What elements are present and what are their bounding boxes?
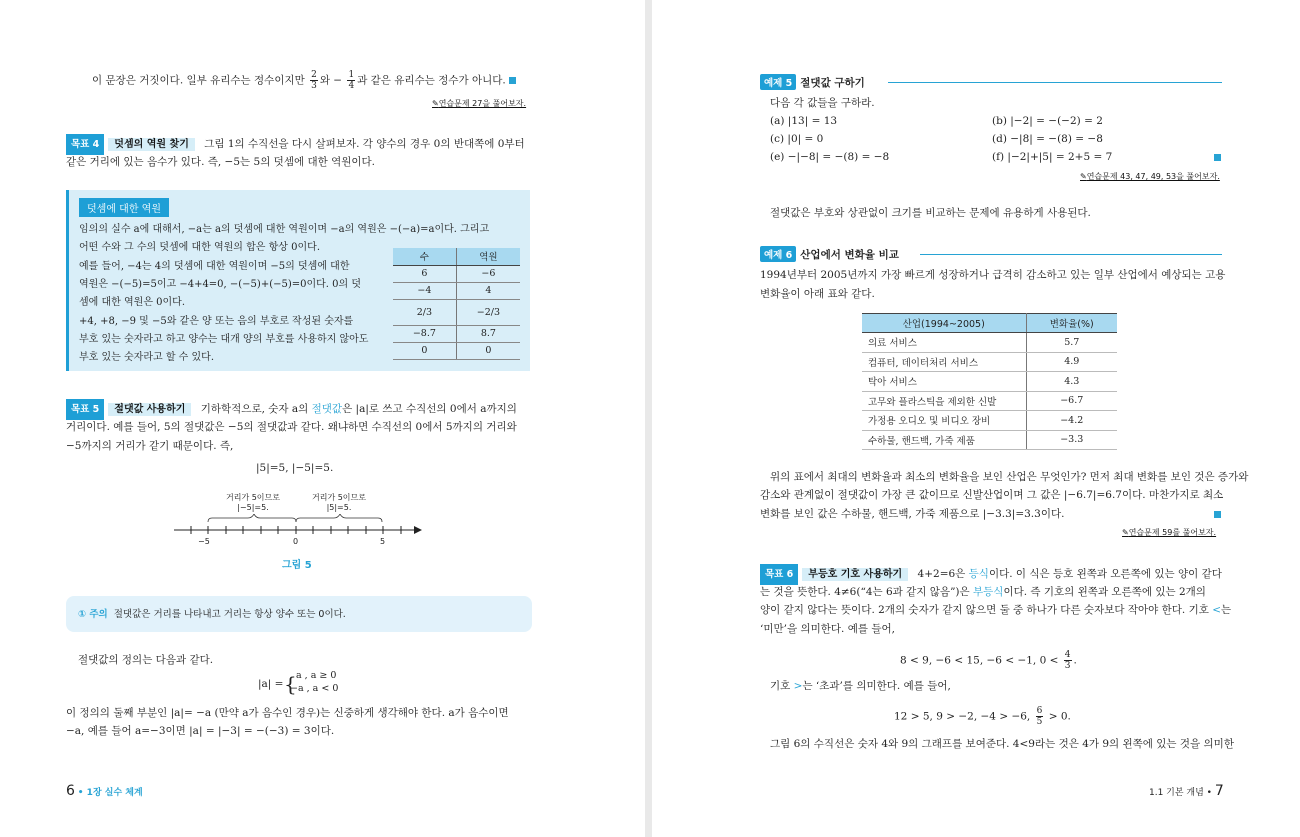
- box-line: 어떤 수와 그 수의 덧셈에 대한 역원의 합은 항상 0이다.: [79, 242, 321, 253]
- tick-label: 5: [380, 537, 386, 546]
- goal6-line: 양이 같지 않다는 뜻이다. 2개의 숫자가 같지 않으면 둘 중 하나가 다른 숫자보다 작아야 한다. 기호 <는: [760, 604, 1232, 616]
- figure-caption: 그림 5: [282, 560, 312, 571]
- box-line: 역원은 −(−5)=5이고 −4+4=0, −(−5)+(−5)=0이다. 0의 덧: [79, 279, 362, 290]
- example-line: 1994년부터 2005년까지 가장 빠르게 성장하거나 급격히 감소하고 있는 일부 산업에서 예상되는 고용: [760, 269, 1226, 281]
- goal-tag: 목표 4: [66, 134, 104, 155]
- example-title: 절댓값 구하기: [800, 77, 865, 89]
- goal5-line: 거리이다. 예를 들어, 5의 절댓값은 −5의 절댓값과 같다. 왜냐하면 수직선의 0에서 5까지의 거리와: [66, 421, 517, 433]
- table-row: [393, 342, 520, 359]
- table-cell: 0: [393, 342, 456, 359]
- table-cell: −4: [393, 282, 456, 299]
- caution-text: 절댓값은 거리를 나타내고 거리는 항상 양수 또는 0이다.: [113, 609, 346, 620]
- table-cell: 8.7: [456, 325, 520, 342]
- brace-left: [208, 514, 296, 522]
- example-tag: 예제 5: [760, 74, 796, 90]
- page-footer: [1149, 783, 1224, 799]
- table-header: 수: [393, 248, 456, 265]
- goal-title: 절댓값 사용하기: [108, 403, 191, 416]
- table-cell: 5.7: [1026, 333, 1117, 353]
- exercise-reference[interactable]: ✎연습문제 27을 풀어보자.: [432, 99, 527, 108]
- table-row: [862, 352, 1117, 372]
- equation: |5|=5, |−5|=5.: [256, 462, 334, 474]
- goal-title: 부등호 기호 사용하기: [802, 568, 908, 581]
- chapter-title: • 1장 실수 체계: [77, 788, 143, 798]
- table-row: [862, 391, 1117, 411]
- arrowhead-icon: [414, 526, 422, 534]
- table-cell: 4.9: [1026, 352, 1117, 372]
- table-header: 역원: [456, 248, 520, 265]
- example-item: (a) |13| = 13: [770, 115, 838, 127]
- definition-intro: 절댓값의 정의는 다음과 같다.: [78, 654, 214, 666]
- table-row: [862, 372, 1117, 392]
- goal6-line: 기호 >는 ‘초과’를 의미한다. 예를 들어,: [770, 680, 951, 692]
- table-cell: 탁아 서비스: [862, 372, 1026, 392]
- page-number: 7: [1214, 783, 1224, 799]
- brace-label-left: 거리가 5이므로 |−5|=5.: [225, 493, 280, 512]
- brace-label-right: 거리가 5이므로 |5|=5.: [311, 493, 366, 512]
- end-square-icon: [1214, 154, 1221, 161]
- table-cell: −2/3: [456, 299, 520, 325]
- table-cell: 4: [456, 282, 520, 299]
- fraction: $\frac{2}{3}$: [311, 70, 317, 91]
- divider: [888, 82, 1222, 83]
- goal6-line: 그림 6의 수직선은 숫자 4와 9의 그래프를 보여준다. 4<9라는 것은 4가 9의 왼쪽에 있는 것을 의미한: [770, 738, 1234, 750]
- exercise-reference[interactable]: ✎연습문제 59를 풀어보자.: [1122, 528, 1217, 537]
- box-line: 임의의 실수 a에 대해서, −a는 a의 덧셈에 대한 역원이며 −a의 역원은 −(−a)=a이다. 그리고: [79, 224, 490, 235]
- box-title: 덧셈에 대한 역원: [79, 198, 169, 217]
- example-item: (d) −|8| = −(8) = −8: [992, 133, 1103, 145]
- table-row: [393, 265, 520, 282]
- table-row: [393, 325, 520, 342]
- table-cell: −4.2: [1026, 411, 1117, 431]
- goal6-line: ‘미만’을 의미한다. 예를 들어,: [760, 623, 895, 635]
- caution-tag: ① 주의: [78, 609, 108, 620]
- page-number: 6: [66, 783, 75, 799]
- tick-label: 0: [293, 537, 299, 546]
- table-cell: −6.7: [1026, 391, 1117, 411]
- table-row: [393, 282, 520, 299]
- inverse-table: [393, 248, 520, 360]
- example5-heading: [760, 74, 865, 90]
- goal-tag: 목표 6: [760, 564, 798, 585]
- table-cell: −8.7: [393, 325, 456, 342]
- table-cell: 의료 서비스: [862, 333, 1026, 353]
- table-header: 변화율(%): [1026, 314, 1117, 333]
- tick-label: −5: [198, 537, 210, 546]
- definition-case: −a , a < 0: [290, 683, 339, 694]
- caution-box: [66, 596, 532, 632]
- box-line: 부호 있는 숫자라고 할 수 있다.: [79, 352, 214, 363]
- example-item: (e) −|−8| = −(8) = −8: [770, 151, 890, 163]
- goal4-line: 같은 거리에 있는 음수가 있다. 즉, −5는 5의 덧셈에 대한 역원이다.: [66, 156, 375, 168]
- goal6-line: 는 것을 뜻한다. 4≠6(“4는 6과 같지 않음”)은 부등식이다. 즉 기호의 왼쪽과 오른쪽에 있는 2개의: [760, 586, 1206, 598]
- end-square-icon: [509, 77, 516, 84]
- example-line: 변화율이 아래 표와 같다.: [760, 288, 875, 300]
- inequality-examples-1: 8 < 9, −6 < 15, −6 < −1, 0 < $\frac{4}{3}$ .: [900, 650, 1077, 671]
- industry-table: [862, 313, 1117, 450]
- goal-tag: 목표 5: [66, 399, 104, 420]
- table-cell: −6: [456, 265, 520, 282]
- example-title: 산업에서 변화율 비교: [800, 249, 899, 261]
- additive-inverse-box: [66, 190, 530, 371]
- note-paragraph: 절댓값은 부호와 상관없이 크기를 비교하는 문제에 유용하게 사용된다.: [770, 207, 1091, 219]
- goal5-paragraph: 목표 5 절댓값 사용하기 기하학적으로, 숫자 a의 절댓값은 |a|로 쓰고 수직선의 0에서 a까지의: [66, 399, 517, 420]
- answer-line: 변화를 보인 값은 수하물, 핸드백, 가죽 제품으로 |−3.3|=3.3이다.: [760, 508, 1065, 520]
- fraction: $\frac{4}{3}$: [1064, 650, 1071, 671]
- inequality-examples-2: 12 > 5, 9 > −2, −4 > −6, $\frac{6}{5}$ > 0.: [894, 706, 1071, 727]
- box-line: 셈에 대한 역원은 0이다.: [79, 297, 186, 308]
- goal6-paragraph: 목표 6 부등호 기호 사용하기 4+2=6은 등식이다. 이 식은 등호 왼쪽과 오른쪽에 있는 양이 같다: [760, 564, 1222, 585]
- example-item: (c) |0| = 0: [770, 133, 824, 145]
- example6-heading: [760, 246, 899, 262]
- example-tag: 예제 6: [760, 246, 796, 262]
- table-cell: 가정용 오디오 및 비디오 장비: [862, 411, 1026, 431]
- goal4-paragraph: 목표 4 덧셈의 역원 찾기 그림 1의 수직선을 다시 살펴보자. 각 양수의 경우 0의 반대쪽에 0부터: [66, 134, 525, 155]
- table-cell: 수하물, 핸드백, 가죽 제품: [862, 430, 1026, 450]
- definition-lhs: |a| =: [258, 678, 284, 690]
- greater-than-symbol: >: [793, 680, 803, 692]
- brace-icon: {: [284, 672, 297, 696]
- table-cell: 4.3: [1026, 372, 1117, 392]
- fraction: $\frac{1}{4}$: [348, 70, 355, 91]
- table-cell: 컴퓨터, 데이터처리 서비스: [862, 352, 1026, 372]
- table-row: [862, 333, 1117, 353]
- table-cell: 고무와 플라스틱을 제외한 신발: [862, 391, 1026, 411]
- example-intro: 다음 각 값들을 구하라.: [770, 97, 875, 109]
- left-page: [0, 0, 645, 837]
- end-square-icon: [1214, 511, 1221, 518]
- box-line: 부호 있는 숫자라고 하고 양수는 대개 양의 부호를 사용하지 않아도: [79, 334, 369, 345]
- divider: [920, 254, 1222, 255]
- definition-line: 이 정의의 둘째 부분인 |a|= −a (만약 a가 음수인 경우)는 신중하게 생각해야 한다. a가 음수이면: [66, 707, 509, 719]
- fraction: $\frac{6}{5}$: [1036, 706, 1043, 727]
- box-line: 예를 들어, −4는 4의 덧셈에 대한 역원이며 −5의 덧셈에 대한: [79, 261, 350, 272]
- table-cell: 6: [393, 265, 456, 282]
- goal5-line: −5까지의 거리가 같기 때문이다. 즉,: [66, 440, 234, 452]
- table-header: 산업(1994~2005): [862, 314, 1026, 333]
- table-row: [862, 411, 1117, 431]
- table-cell: 0: [456, 342, 520, 359]
- example-item: (f) |−2|+|5| = 2+5 = 7: [992, 151, 1113, 163]
- table-cell: 2/3: [393, 299, 456, 325]
- brace-right: [296, 514, 382, 522]
- term-absolute-value: 절댓값: [311, 403, 343, 415]
- answer-line: 감소와 관계없이 절댓값이 가장 큰 값이므로 신발산업이며 그 값은 |−6.7|=6.7이다. 마찬가지로 최소: [760, 489, 1224, 501]
- section-title: 1.1 기본 개념 •: [1149, 788, 1212, 798]
- exercise-reference[interactable]: ✎연습문제 43, 47, 49, 53을 풀어보자.: [1080, 172, 1220, 181]
- intro-sentence: 이 문장은 거짓이다. 일부 유리수는 정수이지만 $\frac{2}{3}$ 와 − $\frac{1}{4}$ 과 같은 유리수는 정수가 아니다.: [92, 70, 516, 91]
- table-row: [862, 430, 1117, 450]
- box-line: +4, +8, −9 및 −5와 같은 양 또는 음의 부호로 작성된 숫자를: [79, 316, 354, 327]
- goal-title: 덧셈의 역원 찾기: [108, 138, 195, 151]
- definition-line: −a, 예를 들어 a=−3이면 |a| = |−3| = −(−3) = 3이다.: [66, 725, 335, 737]
- page-footer: [66, 783, 143, 799]
- definition-case: a , a ≥ 0: [296, 670, 337, 681]
- term-equation: 등식: [968, 568, 989, 580]
- answer-line: 위의 표에서 최대의 변화율과 최소의 변화율을 보인 산업은 무엇인가? 먼저 최대 변화를 보인 것은 증가와: [770, 471, 1249, 483]
- right-page: [652, 0, 1300, 837]
- table-row: [393, 299, 520, 325]
- term-inequality: 부등식: [973, 586, 1004, 598]
- less-than-symbol: <: [1212, 604, 1222, 616]
- example-item: (b) |−2| = −(−2) = 2: [992, 115, 1103, 127]
- table-cell: −3.3: [1026, 430, 1117, 450]
